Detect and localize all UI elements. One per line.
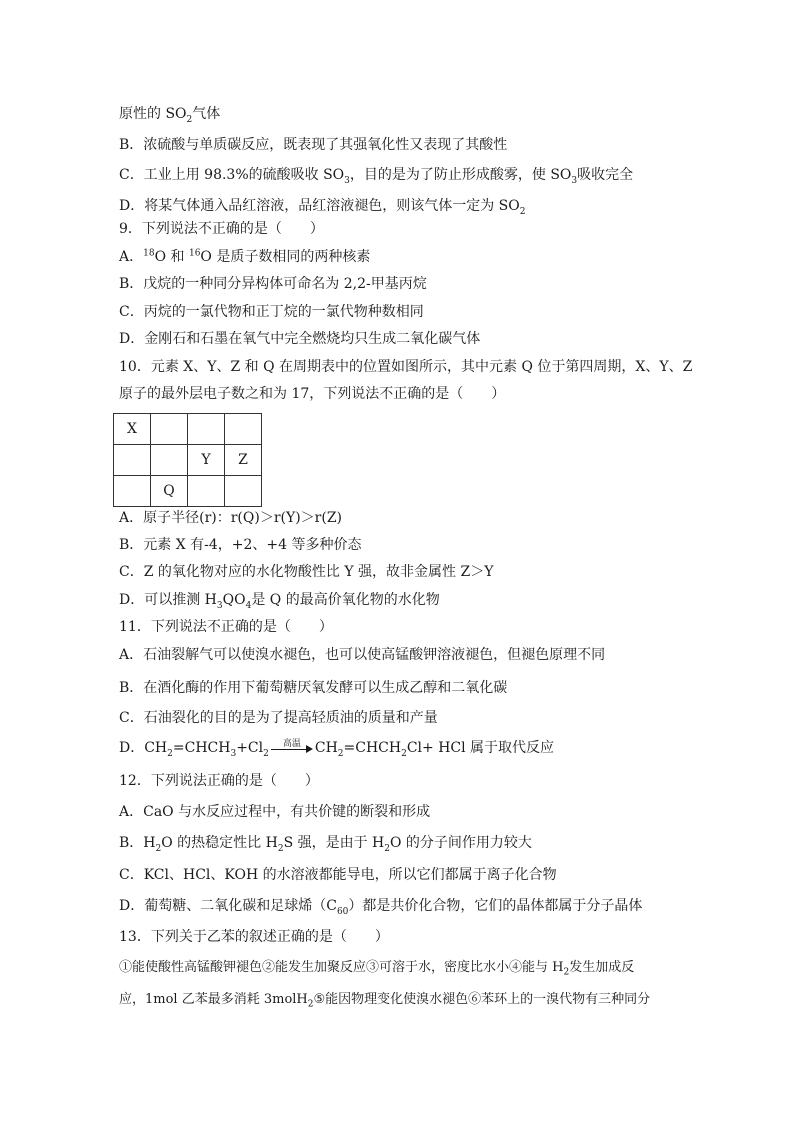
- table-cell: Y: [188, 445, 225, 476]
- table-cell: [114, 445, 151, 476]
- q9-option-a: A．$^{18}$O 和 $^{16}$O 是质子数相同的两种核素: [119, 248, 371, 265]
- q10-option-b: B．元素 X 有-4，+2、+4 等多种价态: [119, 537, 362, 553]
- table-cell: Q: [151, 476, 188, 507]
- q11-option-d: D．$CH_2=CHCH_3+Cl_2$ 高温 $CH_2=CHCH_2Cl+$ HCl 属于取代反应: [119, 739, 554, 757]
- table-cell: [151, 445, 188, 476]
- q8-option-c: C．工业上用 98.3%的硫酸吸收 $SO_3$，目的是为了防止形成酸雾，使 $SO_3$吸收完全: [119, 167, 634, 186]
- q10-stem-line2: 原子的最外层电子数之和为 17，下列说法不正确的是（ ）: [119, 386, 506, 402]
- q8-option-b: B．浓硫酸与单质碳反应，既表现了其强氧化性又表现了其酸性: [119, 137, 508, 153]
- q12-option-a: A．CaO 与水反应过程中，有共价键的断裂和形成: [119, 804, 431, 820]
- q13-stem: 13．下列关于乙苯的叙述正确的是（ ）: [119, 929, 389, 945]
- table-cell: Z: [225, 445, 262, 476]
- periodic-table-fragment: [113, 413, 262, 507]
- reaction-arrow: [271, 739, 313, 757]
- q9-stem: 9．下列说法不正确的是（ ）: [119, 221, 324, 237]
- table-cell: [151, 414, 188, 445]
- q10-stem-line1: 10．元素 X、Y、Z 和 Q 在周期表中的位置如图所示，其中元素 Q 位于第四周期，X、Y、Z: [119, 359, 693, 375]
- q12-option-b: B．$H_2O$ 的热稳定性比 $H_2S$ 强，是由于 $H_2O$ 的分子间作用力较大: [119, 835, 532, 854]
- table-cell: [225, 414, 262, 445]
- q12-option-d: D．葡萄糖、二氧化碳和足球烯$(C_{60})$都是共价化合物，它们的晶体都属于分子晶体: [119, 898, 643, 917]
- q11-stem: 11．下列说法不正确的是（ ）: [119, 619, 333, 635]
- table-cell: X: [114, 414, 151, 445]
- q13-statements-line1: ①能使酸性高锰酸钾褪色②能发生加聚反应③可溶于水，密度比水小④能与 $H_2$发生加成反: [119, 960, 635, 978]
- q9-option-b: B．戊烷的一种同分异构体可命名为 2,2-甲基丙烷: [119, 276, 427, 292]
- table-cell: [188, 476, 225, 507]
- q13-statements-line2: 应，1mol 乙苯最多消耗 3molH$_2$⑤能因物理变化使溴水褪色⑥苯环上的一溴代物有三种同分: [119, 992, 651, 1010]
- table-row: [114, 445, 262, 476]
- table-cell: [188, 414, 225, 445]
- q11-option-a: A．石油裂解气可以使溴水褪色，也可以使高锰酸钾溶液褪色，但褪色原理不同: [119, 647, 606, 663]
- reaction-condition: 高温: [282, 739, 301, 749]
- table-cell: [114, 476, 151, 507]
- q10-option-c: C．Z 的氧化物对应的水化物酸性比 Y 强，故非金属性 Z＞Y: [119, 564, 494, 580]
- table-row: [114, 476, 262, 507]
- table-cell: [225, 476, 262, 507]
- q10-option-a: A．原子半径(r)：r(Q)＞r(Y)＞r(Z): [119, 510, 343, 526]
- table-row: [114, 414, 262, 445]
- q11-option-b: B．在酒化酶的作用下葡萄糖厌氧发酵可以生成乙醇和二氧化碳: [119, 680, 508, 696]
- q9-option-c: C．丙烷的一氯代物和正丁烷的一氯代物种数相同: [119, 304, 424, 320]
- q10-option-d: D．可以推测 $H_3QO_4$是 Q 的最高价氧化物的水化物: [119, 592, 440, 611]
- q12-stem: 12．下列说法正确的是（ ）: [119, 773, 319, 789]
- q12-option-c: C．KCl、HCl、KOH 的水溶液都能导电，所以它们都属于离子化合物: [119, 867, 557, 883]
- q8-continuation: 原性的 $SO_2$气体: [119, 106, 221, 125]
- q9-option-d: D．金刚石和石墨在氧气中完全燃烧均只生成二氧化碳气体: [119, 331, 481, 347]
- q11-option-c: C．石油裂化的目的是为了提高轻质油的质量和产量: [119, 710, 438, 726]
- q8-option-d: D．将某气体通入品红溶液，品红溶液褪色，则该气体一定为 $SO_2$: [119, 198, 526, 217]
